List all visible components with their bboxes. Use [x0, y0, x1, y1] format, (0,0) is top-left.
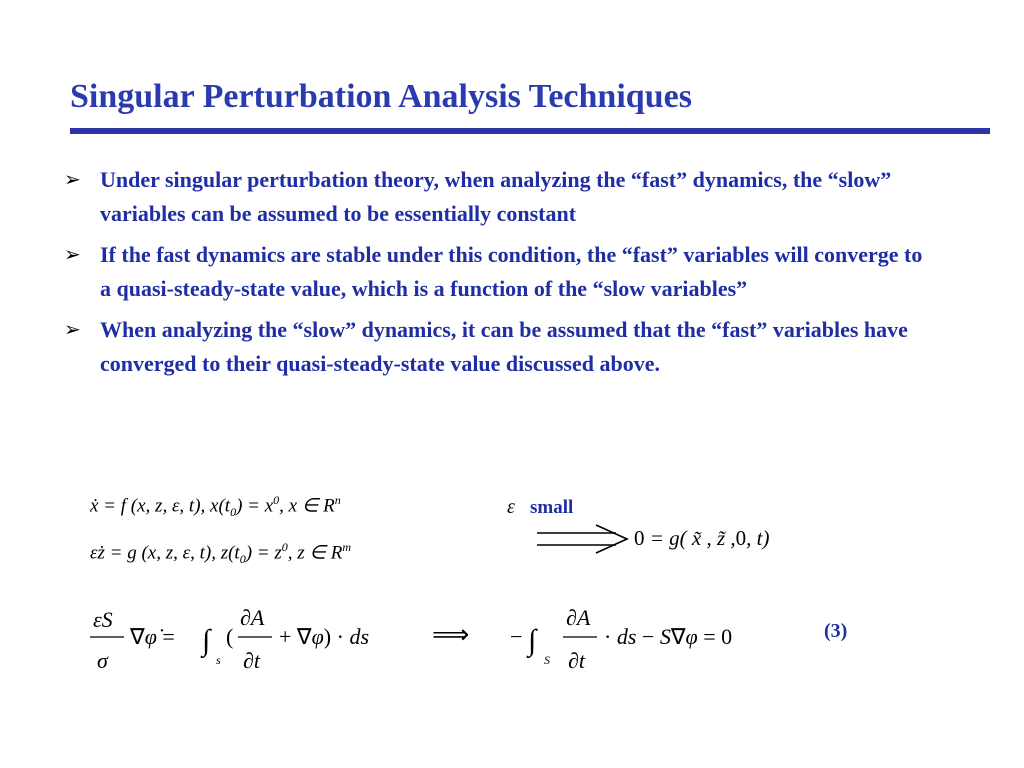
equation-quasi-steady-state: 0 = g( x̃ , z̃ ,0, t): [634, 526, 770, 550]
frac-sigma: σ: [97, 648, 108, 673]
svg-text:∂A: ∂A: [240, 605, 265, 630]
nabla-phi-dot: ∇φ̇ =: [130, 624, 175, 649]
small-label: small: [530, 497, 574, 518]
arrow-bullet-icon: ➢: [64, 167, 81, 191]
svg-text:−: −: [510, 624, 523, 649]
integral-sign: ∫: [202, 624, 211, 657]
svg-text:∂A: ∂A: [566, 605, 591, 630]
svg-text:∂t: ∂t: [568, 648, 585, 673]
equation-number: (3): [824, 620, 848, 642]
svg-text:s: s: [216, 653, 221, 667]
svg-text:∂t: ∂t: [243, 648, 260, 673]
frac-eps-s: εS: [93, 607, 113, 632]
svg-text:· ds − S∇φ = 0: · ds − S∇φ = 0: [604, 624, 733, 649]
slide-title: Singular Perturbation Analysis Techniques: [70, 78, 692, 115]
equation-fast-dynamics: εż = g (x, z, ε, t), $z(t_0) = z^0$, z ∈ $R^m$: [90, 540, 351, 567]
implies-arrow-icon: ⟹: [432, 620, 470, 649]
bullet-text-3: When analyzing the “slow” dynamics, it can be assumed that the “fast” variables have converged to their quasi-steady-state value discussed above.: [100, 317, 908, 376]
arrow-bullet-icon: ➢: [64, 242, 81, 266]
svg-text:(: (: [226, 624, 234, 649]
arrow-bullet-icon: ➢: [64, 317, 81, 341]
equation-slow-dynamics: ẋ = f (x, z, ε, t), $x(t_0) = x^0$, x ∈ $R^n$: [90, 493, 341, 520]
epsilon-symbol: ε: [507, 496, 515, 518]
bullet-text-1: Under singular perturbation theory, when analyzing the “fast” dynamics, the “slow” variables can be assumed to be essentially constant: [100, 167, 892, 226]
bullet-text-2: If the fast dynamics are stable under this condition, the “fast” variables will converge to a quasi-steady-state value, which is a function of the “slow variables”: [100, 242, 923, 301]
svg-text:S: S: [544, 653, 550, 667]
svg-text:+ ∇φ) · ds: + ∇φ) · ds: [279, 624, 370, 649]
svg-text:∫: ∫: [528, 624, 537, 657]
